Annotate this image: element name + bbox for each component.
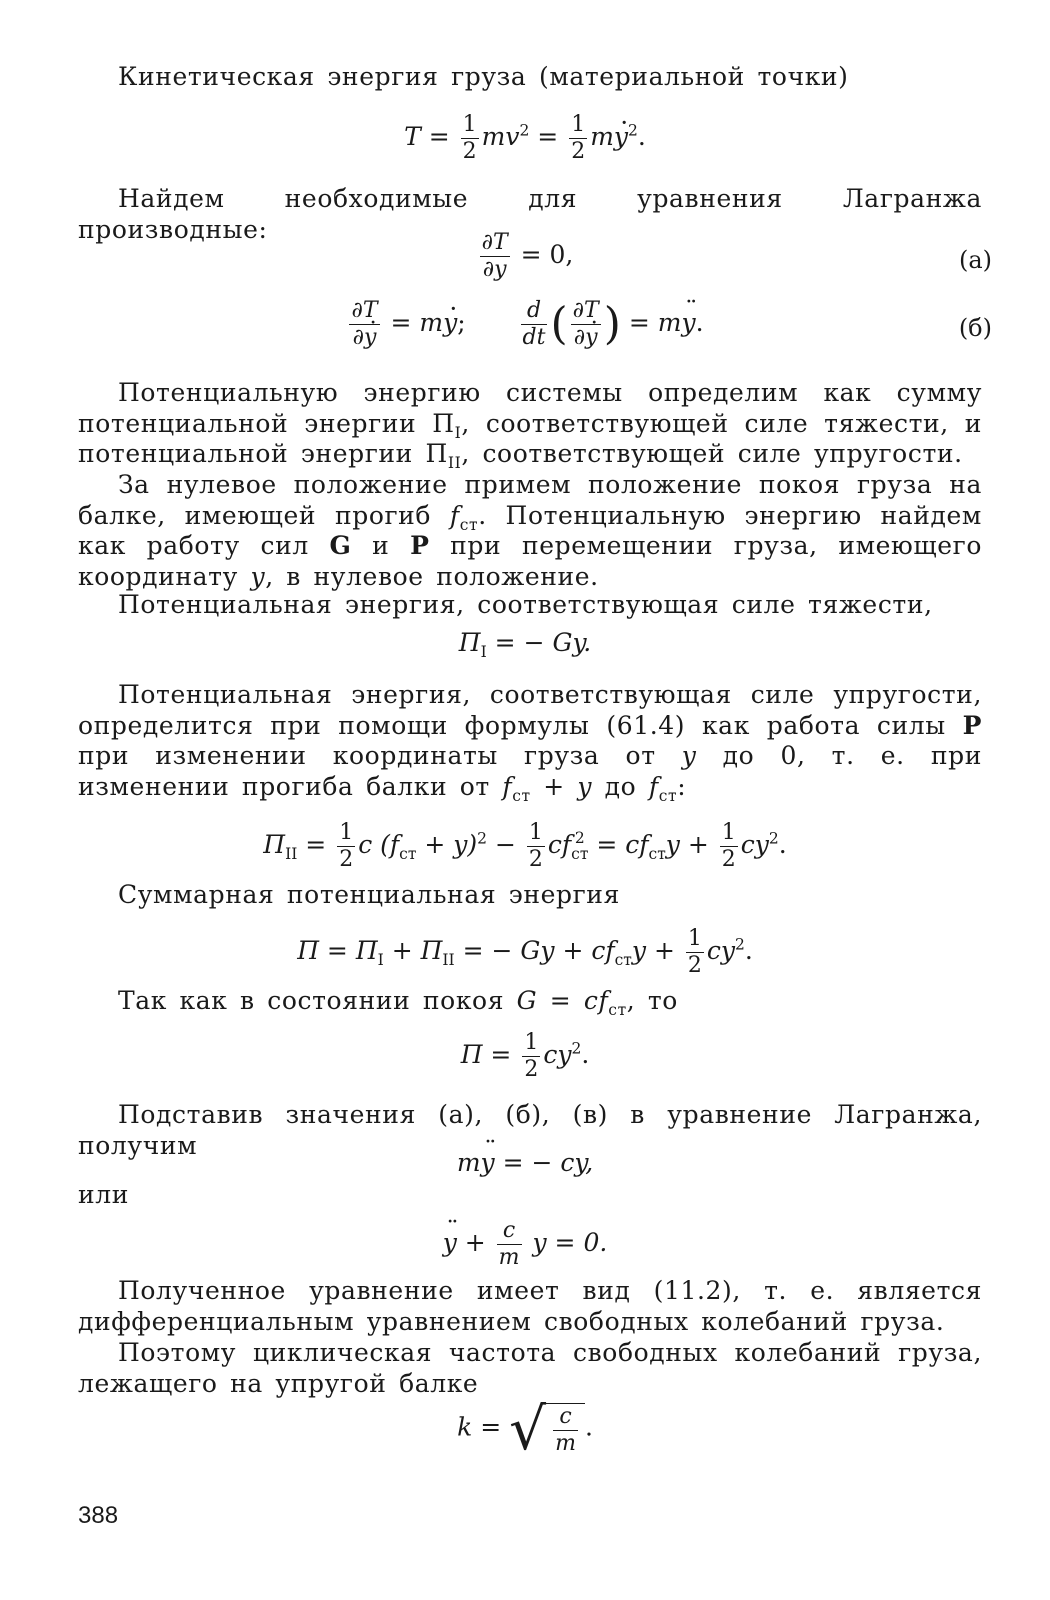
eq-text: m bbox=[590, 122, 614, 151]
equation-label-a: (а) bbox=[958, 246, 992, 274]
sub-sup-stack bbox=[571, 831, 588, 862]
text: или bbox=[78, 1180, 130, 1209]
fraction bbox=[480, 232, 510, 281]
subscript: I bbox=[480, 643, 487, 661]
numerator: 1 bbox=[339, 820, 354, 845]
eq-text: T = bbox=[404, 122, 458, 151]
variable: f bbox=[648, 771, 659, 801]
eq-text: . bbox=[581, 1040, 590, 1069]
text: : bbox=[677, 771, 687, 801]
exponent: 2 bbox=[574, 829, 585, 847]
eq-text: = m bbox=[382, 308, 444, 337]
paragraph-cyclic-frequency bbox=[78, 1338, 982, 1399]
eq-text: k = bbox=[457, 1412, 510, 1442]
text: при перемещении груза, имеющего координату bbox=[78, 531, 983, 591]
subscript: ст bbox=[658, 786, 678, 805]
eq-text: П = bbox=[460, 1040, 520, 1069]
text: при изменении координаты груза от bbox=[78, 741, 682, 770]
numerator: c bbox=[559, 1404, 572, 1429]
paragraph-total-energy bbox=[78, 880, 982, 911]
eq-text: = bbox=[297, 830, 335, 859]
eq-text: . bbox=[744, 936, 753, 965]
eq-variable-ydot: y · bbox=[443, 308, 457, 337]
eq-text: П = П bbox=[297, 936, 378, 965]
eq-variable-ydot: y · bbox=[614, 122, 628, 151]
left-paren: ( bbox=[550, 298, 568, 350]
exponent: 2 bbox=[571, 1039, 582, 1058]
subscript: ст bbox=[512, 786, 531, 805]
radicand bbox=[546, 1403, 585, 1455]
text: и bbox=[351, 531, 411, 560]
subscript: ст bbox=[571, 844, 589, 863]
eq-text: П bbox=[263, 830, 286, 859]
variable: f bbox=[502, 771, 513, 801]
eq-text: . bbox=[778, 830, 787, 859]
eq-text: m bbox=[456, 1148, 481, 1177]
equation-frequency bbox=[0, 1395, 1050, 1463]
text: Потенциальная энергия, соответствующая силе тяжести, bbox=[118, 590, 933, 619]
equation-pi-one bbox=[0, 628, 1050, 661]
eq-text: y + bbox=[665, 830, 717, 859]
eq-variable-ydot: y · bbox=[364, 325, 376, 350]
text: Полученное уравнение имеет вид (11.2), т. е. является дифференциальным уравнением свободных колебаний груза. bbox=[78, 1276, 982, 1336]
numerator: 1 bbox=[528, 820, 543, 845]
eq-text: + y) bbox=[416, 830, 478, 859]
subscript: ст bbox=[648, 845, 666, 863]
eq-text: = − cy, bbox=[494, 1148, 594, 1177]
fraction bbox=[571, 300, 601, 349]
equation-motion-normalized bbox=[0, 1220, 1050, 1269]
denominator: 2 bbox=[571, 139, 586, 164]
denominator: dt bbox=[522, 325, 546, 350]
variable: f bbox=[449, 500, 460, 530]
eq-text: − bbox=[487, 830, 524, 859]
eq-text: cy bbox=[543, 1040, 572, 1069]
subscript: ст bbox=[399, 845, 417, 863]
equation-inline: G = cf bbox=[516, 986, 609, 1015]
text: Найдем необходимые для уравнения Лагранжа производные: bbox=[78, 184, 982, 244]
eq-text: . bbox=[637, 122, 646, 151]
denominator: 2 bbox=[528, 847, 543, 872]
fraction bbox=[527, 822, 545, 871]
text: , соответствующей силе тяжести, и потенциальной энергии П bbox=[78, 408, 982, 468]
equation-motion bbox=[0, 1148, 1050, 1178]
eq-text: c (f bbox=[358, 830, 400, 859]
paragraph-zero-position bbox=[78, 470, 982, 592]
fraction bbox=[522, 1032, 540, 1081]
numerator: ∂T bbox=[481, 230, 508, 255]
numerator: 1 bbox=[571, 112, 586, 137]
paragraph-kinetic-energy bbox=[78, 62, 982, 93]
eq-text: cf bbox=[547, 830, 572, 859]
exponent: 2 bbox=[768, 829, 779, 848]
text: Подставив значения (а), (б), (в) в уравнение Лагранжа, получим bbox=[78, 1100, 982, 1160]
eq-text: = cf bbox=[588, 830, 649, 859]
fraction bbox=[686, 928, 704, 977]
variable: y bbox=[250, 561, 266, 591]
numerator: 1 bbox=[721, 820, 736, 845]
eq-text: = − Gy + cf bbox=[454, 936, 615, 965]
eq-variable-yddot: y ¨ bbox=[481, 1148, 495, 1177]
subscript: II bbox=[447, 454, 462, 472]
subscript: ст bbox=[614, 951, 632, 969]
numerator: 1 bbox=[462, 112, 477, 137]
fraction bbox=[337, 822, 355, 871]
denominator: 2 bbox=[339, 847, 354, 872]
text: Потенциальная энергия, соответствующая силе упругости, определится при помощи формулы (61.4) как работа силы bbox=[78, 680, 982, 740]
eq-text: cy bbox=[740, 830, 769, 859]
eq-text: . bbox=[695, 308, 704, 337]
equation-b bbox=[0, 300, 1050, 349]
force-P: P bbox=[962, 710, 982, 740]
text: + bbox=[530, 771, 578, 801]
page-number: 388 bbox=[78, 1502, 119, 1529]
fraction bbox=[497, 1220, 522, 1269]
denominator: 2 bbox=[462, 139, 477, 164]
paragraph-differential-equation bbox=[78, 1276, 982, 1337]
numerator: 1 bbox=[687, 926, 702, 951]
text: Суммарная потенциальная энергия bbox=[118, 880, 620, 909]
text: Кинетическая энергия груза (материальной точки) bbox=[118, 62, 849, 91]
eq-text: . bbox=[584, 1412, 593, 1442]
equation-label-b: (б) bbox=[958, 314, 992, 342]
right-paren: ) bbox=[603, 298, 621, 350]
paragraph-rest-state bbox=[78, 986, 982, 1017]
denominator: ∂ bbox=[352, 325, 364, 350]
text: Потенциальную энергию системы определим как сумму потенциальной энергии П bbox=[78, 378, 982, 438]
square-root bbox=[509, 1395, 585, 1463]
subscript: ст bbox=[459, 515, 479, 534]
numerator: c bbox=[502, 1218, 516, 1243]
eq-text: + bbox=[456, 1228, 494, 1257]
denominator: ∂y bbox=[482, 257, 507, 282]
numerator: ∂T bbox=[572, 298, 599, 323]
variable: y bbox=[681, 741, 697, 770]
variable: y bbox=[577, 771, 593, 801]
text: , соответствующей силе упругости. bbox=[461, 439, 963, 468]
eq-text: = bbox=[529, 122, 567, 151]
numerator: 1 bbox=[524, 1030, 539, 1055]
eq-text: y = 0. bbox=[524, 1228, 608, 1257]
subscript: II bbox=[285, 845, 298, 863]
exponent: 2 bbox=[734, 935, 745, 954]
eq-variable-yddot: y ¨ bbox=[681, 308, 695, 337]
denominator: 2 bbox=[687, 953, 702, 978]
paragraph-elastic-energy bbox=[78, 680, 983, 805]
fraction bbox=[720, 822, 738, 871]
text: Так как в состоянии покоя bbox=[118, 986, 517, 1015]
eq-text: = − Gy. bbox=[486, 628, 592, 657]
paragraph-or bbox=[78, 1180, 982, 1211]
exponent: 2 bbox=[519, 121, 530, 140]
subscript: I bbox=[377, 951, 384, 969]
denominator: 2 bbox=[721, 847, 736, 872]
exponent: 2 bbox=[477, 829, 488, 848]
text: Поэтому циклическая частота свободных колебаний груза, лежащего на упругой балке bbox=[78, 1338, 982, 1398]
radical-sign: √ bbox=[509, 1395, 547, 1463]
denominator: 2 bbox=[524, 1057, 539, 1082]
fraction bbox=[461, 114, 479, 163]
text: , в нулевое положение. bbox=[265, 561, 599, 591]
denominator: m bbox=[555, 1431, 576, 1456]
eq-variable-yddot: y ¨ bbox=[443, 1228, 457, 1257]
equation-a bbox=[0, 232, 1050, 281]
numerator: ∂T bbox=[351, 298, 378, 323]
fraction bbox=[349, 300, 379, 349]
text: , то bbox=[626, 986, 678, 1015]
equation-total-potential bbox=[0, 928, 1050, 977]
text: до 0, т. е. при изменении прогиба балки от bbox=[78, 741, 983, 801]
subscript: ст bbox=[608, 1001, 627, 1019]
text: до bbox=[592, 771, 649, 801]
eq-text: y + bbox=[631, 936, 683, 965]
fraction bbox=[569, 114, 587, 163]
eq-text: mv bbox=[481, 122, 520, 151]
equation-potential-simplified bbox=[0, 1032, 1050, 1081]
eq-text: + П bbox=[383, 936, 443, 965]
denominator: m bbox=[498, 1245, 520, 1270]
eq-text: ; bbox=[457, 308, 466, 337]
numerator: d bbox=[526, 298, 542, 323]
text: . Потенциальную энергию найдем как работу сил bbox=[78, 500, 982, 560]
fraction bbox=[521, 300, 548, 349]
exponent: 2 bbox=[628, 121, 638, 140]
eq-text: = m bbox=[620, 308, 682, 337]
text: За нулевое положение примем положение покоя груза на балке, имеющей прогиб bbox=[78, 470, 982, 530]
fraction bbox=[553, 1406, 578, 1455]
denominator: ∂ bbox=[573, 325, 586, 350]
paragraph-gravity-energy bbox=[78, 590, 982, 621]
eq-text: cy bbox=[706, 936, 735, 965]
paragraph-potential-sum bbox=[78, 378, 982, 470]
eq-text: = 0, bbox=[512, 240, 574, 269]
equation-kinetic-energy bbox=[0, 114, 1050, 163]
subscript: II bbox=[442, 951, 455, 969]
force-G: G bbox=[329, 531, 352, 560]
eq-text: П bbox=[458, 628, 481, 657]
equation-pi-two bbox=[0, 822, 1050, 871]
subscript: I bbox=[454, 423, 462, 442]
eq-variable-ydot: y · bbox=[585, 325, 597, 350]
force-P: P bbox=[410, 531, 430, 560]
